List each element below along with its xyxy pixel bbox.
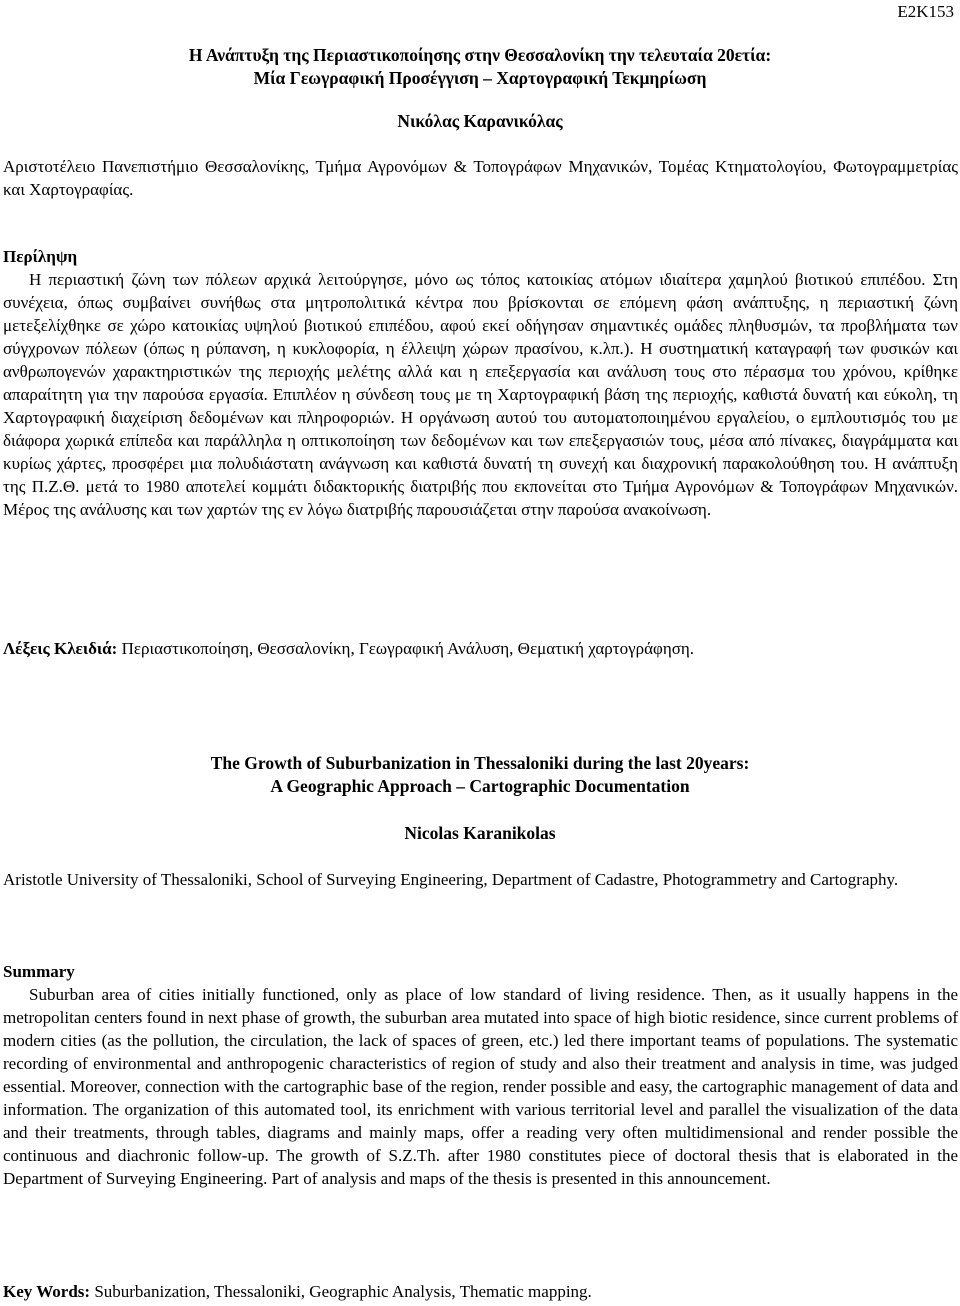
english-keywords — [3, 1280, 958, 1303]
greek-author: Νικόλας Καρανικόλας — [397, 111, 563, 131]
greek-title-line1: Η Ανάπτυξη της Περιαστικοποίησης στην Θεσσαλονίκη την τελευταία 20ετία: — [188, 45, 772, 65]
english-summary-text: Suburban area of cities initially functioned, only as place of low standard of living residence. Then, as it usually happens in the metropolitan centers found in next phase of growth, the suburban area mutated into space of high biotic residence, since current problems of modern cities (as the pollution, the circulation, the lack of spaces of green, etc.) led there important teams of populations. The systematic recording of environmental and anthropogenic characteristics of region of study and also their treatment and analysis in time, was judged essential. Moreover, connection with the cartographic base of the region, render possible and easy, the cartographic management of data and information. The organization of this automated tool, its enrichment with various territorial level and parallel the visualization of the data and their treatments, through tables, diagrams and mainly maps, offer a reading very often multidimensional and render possible the continuous and diachronic follow-up. The growth of S.Z.Th. after 1980 constitutes piece of doctoral thesis that is elaborated in the Department of Surveying Engineering. Part of analysis and maps of the thesis is presented in this announcement. — [3, 985, 958, 1188]
greek-affiliation: Αριστοτέλειο Πανεπιστήμιο Θεσσαλονίκης, Τμήμα Αγρονόμων & Τοπογράφων Μηχανικών, Τομέας Κτηματολογίου, Φωτογραμμετρίας και Χαρτογραφίας. — [3, 157, 958, 199]
english-title-line1: The Growth of Suburbanization in Thessaloniki during the last 20years: — [210, 753, 750, 773]
document-code: E2K153 — [897, 2, 954, 21]
english-summary-heading: Summary — [3, 962, 75, 981]
greek-summary-heading: Περίληψη — [3, 247, 78, 266]
english-author: Nicolas Karanikolas — [404, 823, 556, 843]
english-title-line2: A Geographic Approach – Cartographic Documentation — [270, 776, 690, 796]
greek-summary-text: Η περιαστική ζώνη των πόλεων αρχικά λειτούργησε, μόνο ως τόπος κατοικίας ατόμων ιδιαίτερα χαμηλού βιοτικού επιπέδου. Στη συνέχεια, όπως συμβαίνει συνήθως στα μητροπολιτικά κέντρα που βρίσκονται σε επόμενη φάση ανάπτυξης, η περιαστική ζώνη μετεξελίχθηκε σε χώρο κατοικίας υψηλού βιοτικού επιπέδου, αφού εκεί οδήγησαν σημαντικές ομάδες πληθυσμών, τα προβλήματα των σύγχρονων πόλεων (όπως η ρύπανση, η κυκλοφορία, η έλλειψη χώρων πρασίνου, κ.λπ.). Η συστηματική καταγραφή των φυσικών και ανθρωπογενών χαρακτηριστικών της περιοχής μελέτης αλλά και η επεξεργασία και ανάλυση τους στο πέρασμα του χρόνου, κρίθηκε απαραίτητη για την παρούσα εργασία. Επιπλέον η σύνδεση τους με τη Χαρτογραφική βάση της περιοχής, καθιστά δυνατή και εύκολη, τη Χαρτογραφική διαχείριση δεδομένων και πληροφοριών. Η οργάνωση αυτού του αυτοματοποιημένου εργαλείου, ο εμπλουτισμός του με διάφορα χωρικά επίπεδα και παράλληλα η οπτικοποίηση των δεδομένων και των επεξεργασιών τους, μέσα από πίνακες, διαγράμματα και κυρίως χάρτες, προσφέρει μια πολυδιάστατη ανάγνωση και καθιστά δυνατή τη συνεχή και διαχρονική παρακολούθηση του. Η ανάπτυξη της Π.Ζ.Θ. μετά το 1980 αποτελεί κομμάτι διδακτορικής διατριβής που εκπονείται στο Τμήμα Αγρονόμων & Τοπογράφων Μηχανικών. Μέρος της ανάλυσης και των χαρτών της εν λόγω διατριβής παρουσιάζεται στην παρούσα ανακοίνωση. — [3, 270, 958, 519]
greek-keywords — [3, 637, 958, 660]
greek-keywords-label: Λέξεις Κλειδιά: — [3, 639, 118, 658]
greek-title — [0, 44, 960, 90]
english-keywords-text: Suburbanization, Thessaloniki, Geographic Analysis, Thematic mapping. — [90, 1282, 592, 1301]
english-keywords-label: Key Words: — [3, 1282, 91, 1301]
english-affiliation: Aristotle University of Thessaloniki, School of Surveying Engineering, Department of Cadastre, Photogrammetry and Cartography. — [3, 870, 899, 889]
english-title — [0, 752, 960, 798]
greek-keywords-text: Περιαστικοποίηση, Θεσσαλονίκη, Γεωγραφική Ανάλυση, Θεματική χαρτογράφηση. — [117, 639, 695, 658]
greek-title-line2: Μία Γεωγραφική Προσέγγιση – Χαρτογραφική Τεκμηρίωση — [253, 68, 707, 88]
